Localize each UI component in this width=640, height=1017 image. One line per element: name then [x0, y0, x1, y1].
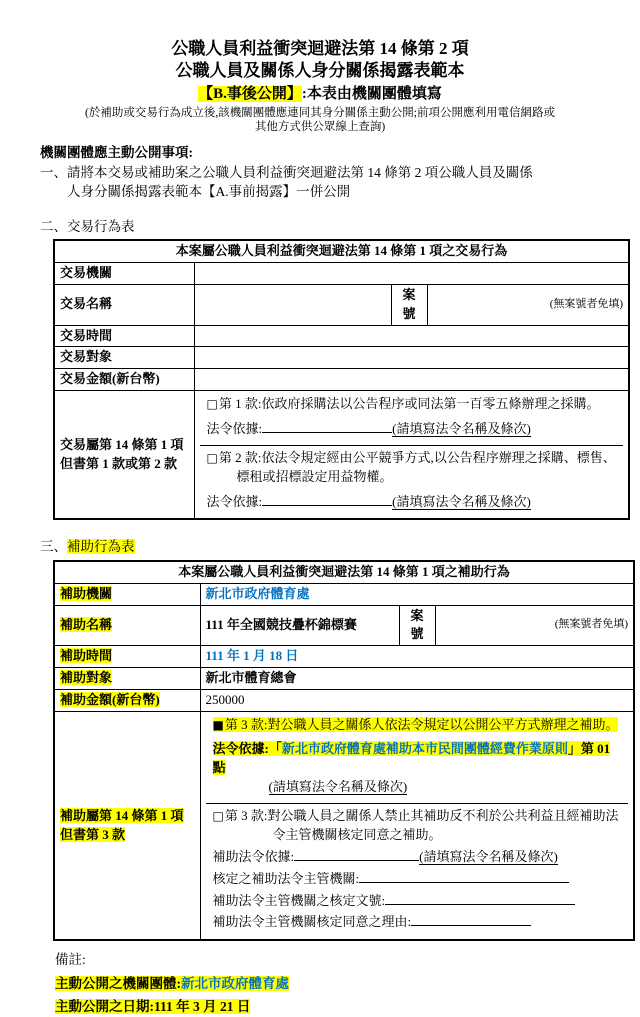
law-basis-blank: [262, 492, 392, 506]
trade-counterparty-label: 交易對象: [54, 347, 194, 369]
trade-clause-label: [54, 391, 194, 520]
field-blank: [359, 869, 569, 883]
field-label: 補助法令依據:: [212, 848, 295, 864]
law-open-quote: 「: [268, 740, 282, 756]
disclosure-date-text: 主動公開之日期:111 年 3 月 21 日: [55, 999, 251, 1015]
trade-name-label: 交易名稱: [54, 284, 194, 325]
trade-amount-label: 交易金額(新台幣): [54, 369, 194, 391]
disclosing-org-value: 新北市政府體育處: [181, 975, 289, 991]
table-row: [54, 605, 634, 646]
badge-after-disclosure: 【B.事後公開】: [198, 86, 302, 103]
subsidy-checked-law-line: [213, 740, 623, 778]
trade-table: [53, 239, 630, 520]
disclosure-item1-line2: 人身分關係揭露表範本【A.事前揭露】一併公開: [67, 184, 351, 200]
law-basis-note: (請填寫法令名稱及條次): [392, 493, 531, 509]
checkbox-unchecked-icon: □: [212, 809, 224, 824]
trade-option1-law-line: [207, 419, 618, 439]
table-row: [54, 263, 629, 285]
trade-amount-value: [194, 369, 629, 391]
subsidy-checked-option-text: 第 3 款:對公職人員之關係人依法令規定以公開公平方式辦理之補助。: [224, 716, 619, 732]
subsidy-checked-law-note: (請填寫法令名稱及條次): [268, 779, 408, 795]
trade-option2-text-line1: 第 2 款:依法令規定經由公平競爭方式,以公告程序辦理之採購、標售、: [218, 449, 616, 465]
checkbox-unchecked-icon: □: [206, 450, 218, 465]
field-blank: [294, 847, 419, 861]
footer-block: [0, 950, 640, 1017]
law-basis-label: 法令依據:: [206, 493, 263, 509]
disclosure-date-line: [55, 997, 640, 1017]
subsidy-case-number-note: (無案號者免填): [435, 605, 634, 646]
trade-option1-text: 第 1 款:依政府採購法以公告程序或同法第一百零五條辦理之採購。: [218, 396, 600, 412]
field-blank: [411, 912, 531, 926]
table-row: [54, 668, 634, 690]
subsidy-clause-label-line1: 補助屬第 14 條第 1 項: [60, 807, 184, 823]
subsidy-field-law-basis: [213, 847, 623, 867]
subsidy-checked-option-line: [213, 716, 623, 735]
table-row: [54, 369, 629, 391]
trade-clause-row: [54, 391, 629, 520]
trade-option1-cell: [200, 392, 624, 445]
disclosing-org-label: 主動公開之機關團體:: [55, 975, 181, 991]
subsidy-unchecked-option-text-line2: 令主管機關核定同意之補助。: [272, 827, 442, 843]
trade-counterparty-value: [194, 347, 629, 369]
subsidy-field-approving-agency: [213, 869, 623, 889]
badge-suffix: :本表由機關團體填寫: [301, 86, 442, 103]
subsidy-section-label: [40, 537, 600, 557]
trade-case-number-label: 案號: [391, 284, 427, 325]
field-label: 補助法令主管機關之核定文號:: [212, 892, 386, 908]
table-row: [54, 347, 629, 369]
trade-option1-line: [207, 395, 618, 414]
subsidy-unchecked-option-text-line1: 第 3 款:對公職人員之關係人禁止其補助反不利於公共利益且經補助法: [224, 808, 619, 824]
law-basis-label: 法令依據:: [206, 420, 263, 436]
trade-option2-text-line2: 標租或招標設定用益物權。: [236, 468, 393, 484]
subsidy-field-approval-reason: [213, 912, 623, 932]
trade-option2-law-line: [207, 492, 618, 512]
trade-option2-cell: [200, 445, 624, 518]
field-label: 補助法令主管機關核定同意之理由:: [212, 914, 412, 930]
subsidy-unchecked-option-line1: [213, 807, 623, 826]
trade-agency-label: 交易機關: [54, 263, 194, 285]
subsidy-clause-row: [54, 711, 634, 940]
subsidy-section-prefix: 三、: [40, 539, 67, 555]
trade-case-number-note: (無案號者免填): [427, 284, 629, 325]
law-basis-note: (請填寫法令名稱及條次): [392, 420, 531, 436]
subsidy-agency-value: 新北市政府體育處: [200, 583, 634, 605]
subsidy-time-label: 補助時間: [54, 646, 200, 668]
subsidy-case-number-label: 案號: [399, 605, 435, 646]
checkbox-unchecked-icon: □: [206, 397, 218, 412]
subsidy-amount-value: 250000: [200, 689, 634, 711]
subsidy-field-approval-doc-number: [213, 891, 623, 911]
remark-label: 備註:: [55, 952, 86, 968]
law-basis-blank: [262, 419, 392, 433]
disclosing-org-line: [55, 974, 640, 994]
table-row: [54, 583, 634, 605]
trade-clause-label-line2: 但書第 1 款或第 2 款: [60, 455, 178, 471]
table-row: [54, 646, 634, 668]
subsidy-table-header-row: [54, 561, 634, 583]
trade-name-value: [194, 284, 391, 325]
subsidy-unchecked-option-cell: [206, 803, 629, 938]
document-title-line1: 公職人員利益衝突迴避法第 14 條第 2 項: [171, 39, 469, 58]
subsidy-clause-label: [54, 711, 200, 940]
trade-option2-line1: [207, 449, 618, 468]
subtitle-line: [0, 84, 640, 106]
disclosure-item1-line1: 一、請將本交易或補助案之公職人員利益衝突迴避法第 14 條第 2 項公職人員及關係: [40, 164, 533, 180]
checkbox-checked-icon: ■: [212, 717, 224, 732]
subsidy-recipient-label: 補助對象: [54, 668, 200, 690]
subsidy-recipient-value: 新北市體育總會: [200, 668, 634, 690]
subsidy-amount-label: 補助金額(新台幣): [54, 689, 200, 711]
trade-agency-value: [194, 263, 629, 285]
trade-table-title: 本案屬公職人員利益衝突迴避法第 14 條第 1 項之交易行為: [54, 240, 629, 262]
trade-table-header-row: [54, 240, 629, 262]
trade-clause-label-line1: 交易屬第 14 條第 1 項: [60, 436, 184, 452]
header-note-line1: (於補助或交易行為成立後,該機關團體應連同其身分關係主動公開;前項公開應利用電信網路或: [85, 106, 555, 119]
field-note: (請填寫法令名稱及條次): [419, 848, 558, 864]
table-row: [54, 284, 629, 325]
field-blank: [385, 891, 575, 905]
disclosure-heading: 機關團體應主動公開事項:: [40, 144, 193, 160]
subsidy-table-title: 本案屬公職人員利益衝突迴避法第 14 條第 1 項之補助行為: [54, 561, 634, 583]
subsidy-time-value: 111 年 1 月 18 日: [200, 646, 634, 668]
subsidy-agency-label: 補助機關: [54, 583, 200, 605]
header-note-line2: 其他方式供公眾線上查詢): [254, 120, 386, 133]
subsidy-name-label: 補助名稱: [54, 605, 200, 646]
subsidy-section-highlight: 補助行為表: [67, 539, 135, 555]
law-name-value: 新北市政府體育處補助本市民間團體經費作業原則: [281, 740, 568, 756]
subsidy-table: [53, 560, 635, 941]
subsidy-clause-label-line2: 但書第 3 款: [60, 826, 126, 842]
document-title-line2: 公職人員及關係人身分關係揭露表範本: [175, 61, 465, 81]
field-label: 核定之補助法令主管機關:: [212, 870, 360, 886]
law-close-and-point: 」第 01 點: [212, 740, 611, 775]
subsidy-name-value: 111 年全國競技疊杯錦標賽: [200, 605, 399, 646]
law-basis-label: 法令依據:: [212, 740, 269, 756]
subsidy-checked-option-cell: [206, 713, 629, 803]
table-row: [54, 325, 629, 347]
table-row: [54, 689, 634, 711]
trade-time-value: [194, 325, 629, 347]
trade-section-label: 二、交易行為表: [40, 218, 135, 234]
trade-time-label: 交易時間: [54, 325, 194, 347]
